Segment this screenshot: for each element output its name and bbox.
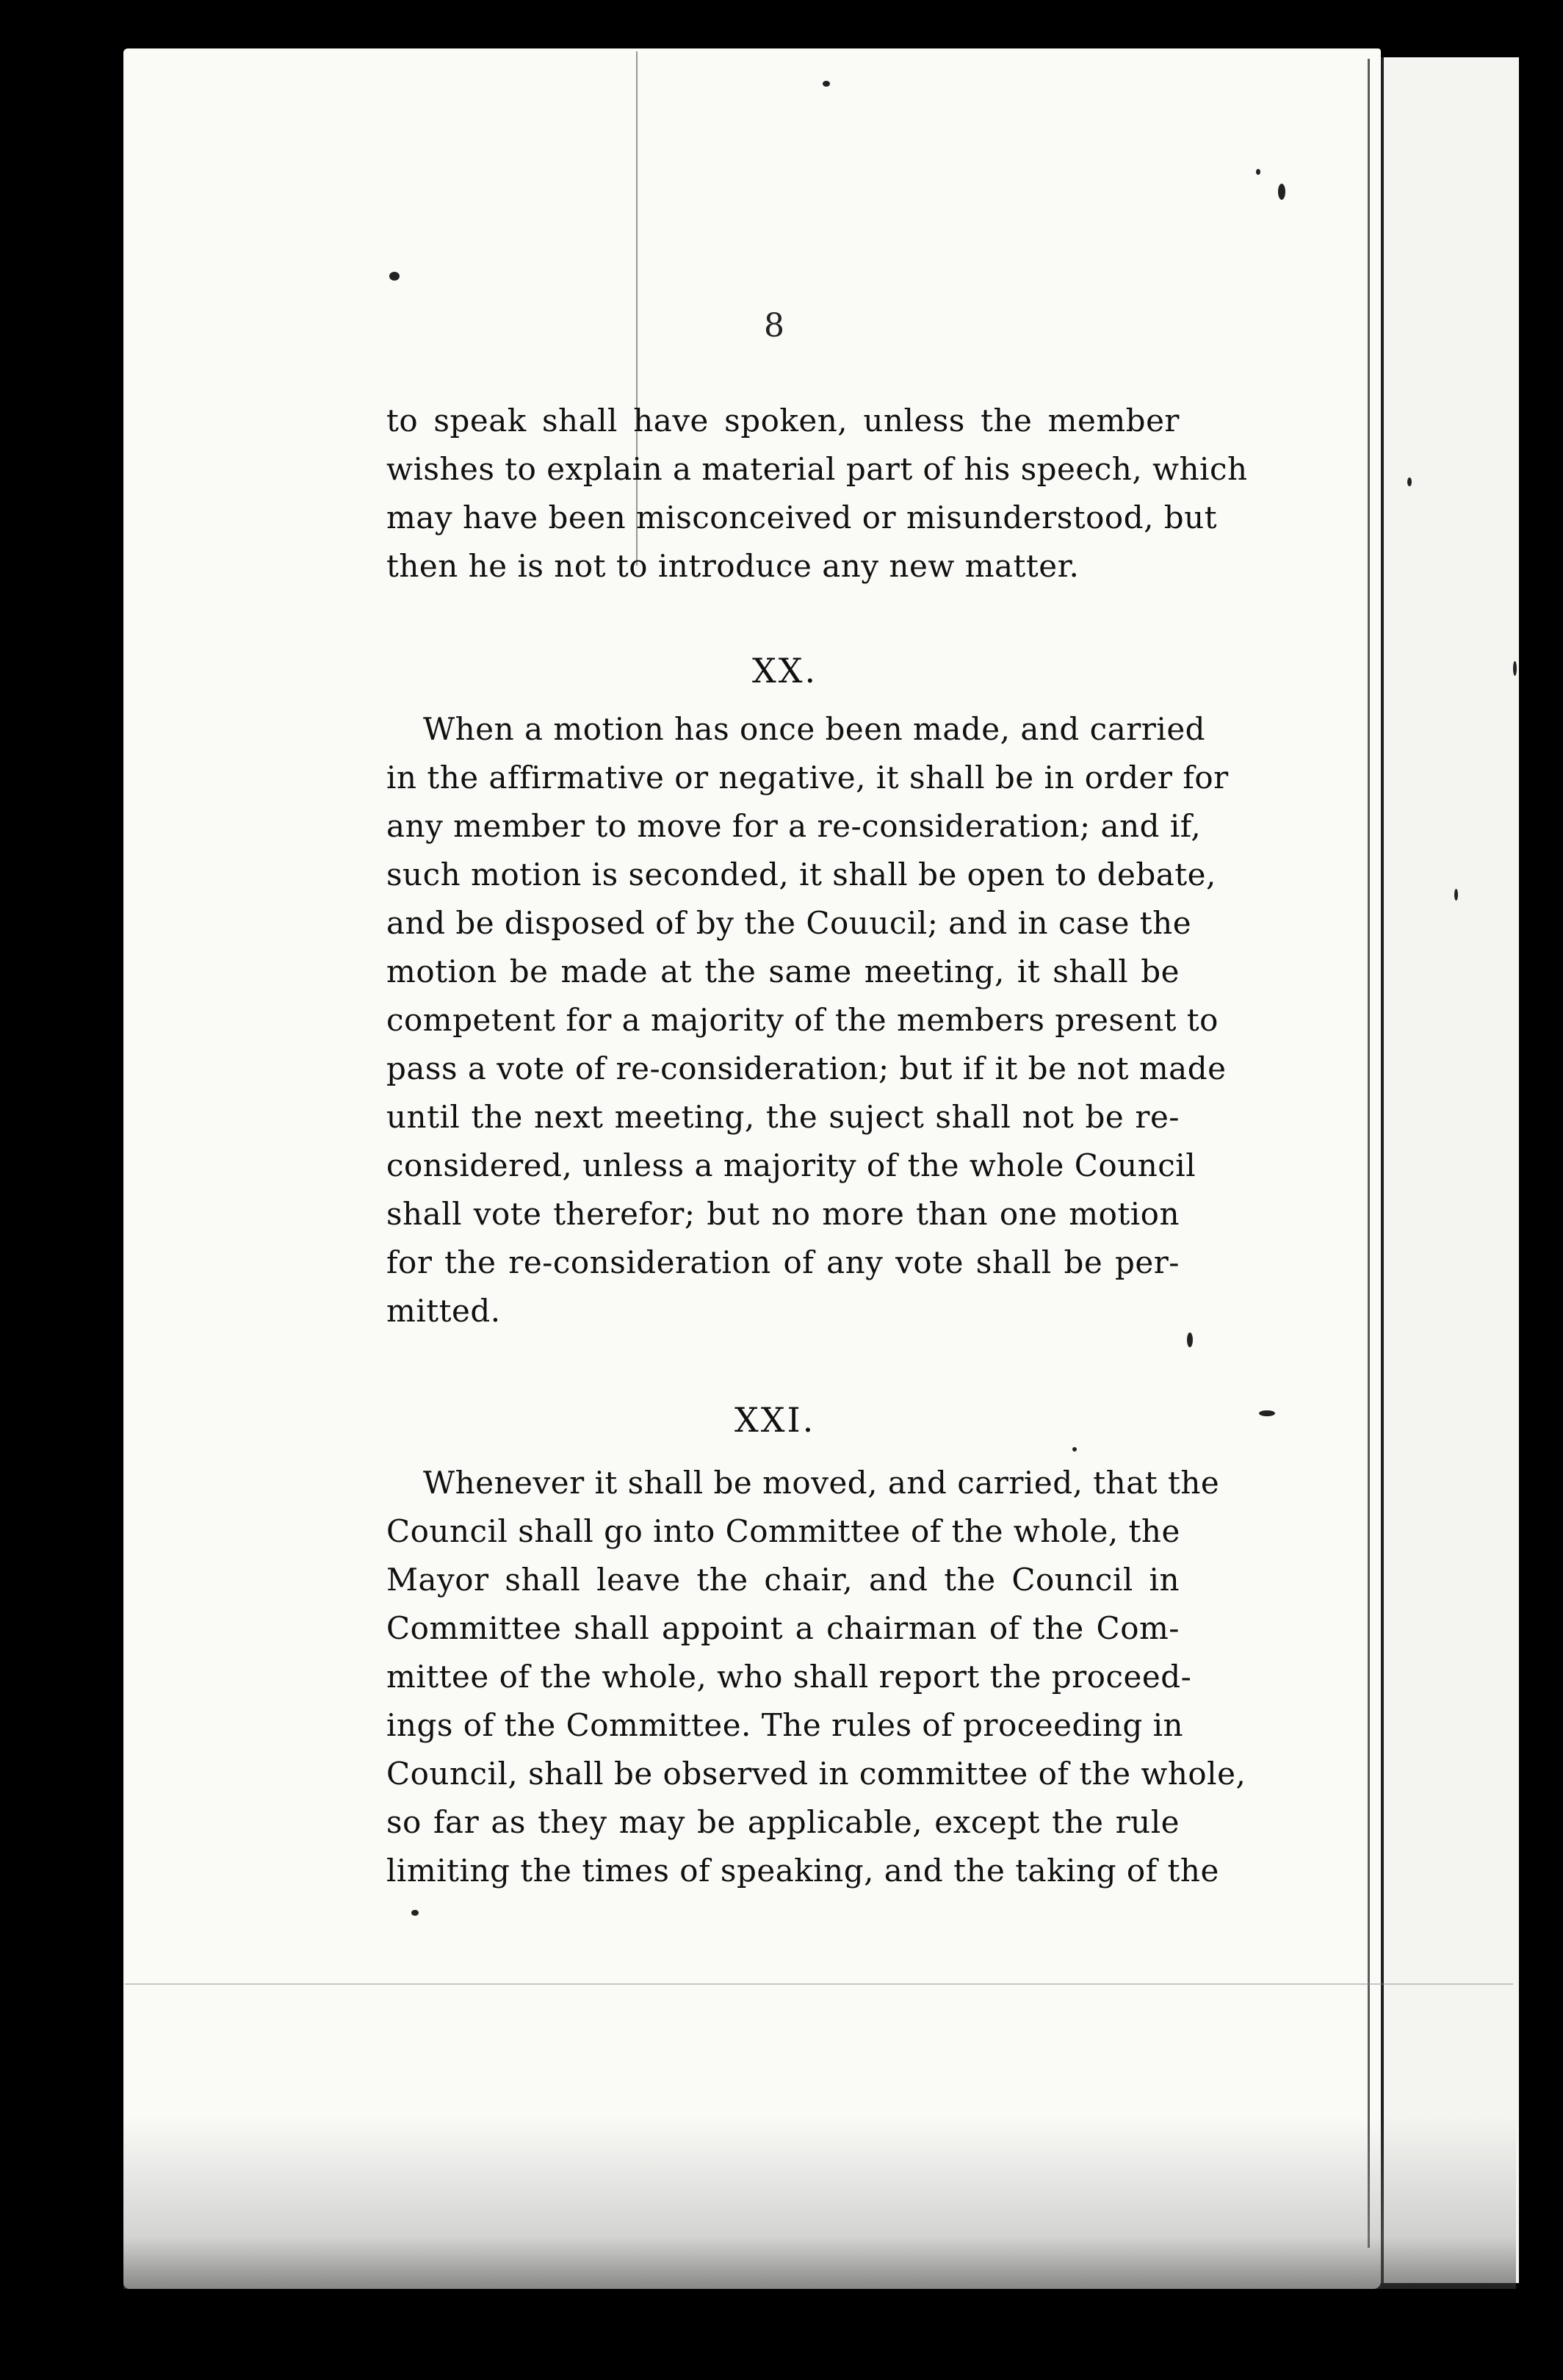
text-line: Council, shall be observed in committee of the whole,	[386, 1756, 1246, 1792]
section-xx-paragraph	[386, 705, 1229, 1335]
ink-speck	[1256, 169, 1260, 175]
text-line: Whenever it shall be moved, and carried, that the	[423, 1465, 1220, 1501]
ink-speck	[1407, 477, 1412, 486]
text-line: for the re-consideration of any vote shall be per-	[386, 1244, 1180, 1280]
adjacent-page-edge	[1381, 57, 1519, 2283]
text-line: Council shall go into Committee of the whole, the	[386, 1513, 1180, 1549]
ink-speck	[823, 81, 830, 87]
text-line: competent for a majority of the members present to	[386, 1002, 1219, 1038]
text-line: until the next meeting, the suject shall not be re-	[386, 1099, 1180, 1135]
paper-crease-horizontal	[125, 1983, 1513, 1985]
text-line: any member to move for a re-consideration; and if,	[386, 808, 1202, 844]
text-line: such motion is seconded, it shall be open to debate,	[386, 857, 1216, 892]
text-line: then he is not to introduce any new matter.	[386, 548, 1080, 584]
ink-speck	[1513, 661, 1517, 676]
ink-speck	[1072, 1447, 1077, 1452]
page-fold-line	[1368, 59, 1370, 2248]
text-line: may have been misconceived or misunderstood, but	[386, 500, 1218, 536]
page-bottom-discoloration	[123, 2116, 1516, 2289]
text-line: mitted.	[386, 1293, 501, 1329]
text-line: limiting the times of speaking, and the taking of the	[386, 1853, 1219, 1889]
page-number: 8	[764, 307, 784, 345]
text-line: to speak shall have spoken, unless the member	[386, 403, 1180, 439]
text-line: motion be made at the same meeting, it shall be	[386, 953, 1180, 989]
text-line: shall vote therefor; but no more than one motion	[386, 1196, 1180, 1232]
continuation-paragraph	[386, 397, 1248, 591]
text-line: so far as they may be applicable, except the rule	[386, 1804, 1180, 1840]
ink-speck	[1187, 1333, 1193, 1347]
text-line: When a motion has once been made, and carried	[423, 711, 1206, 747]
text-line: Mayor shall leave the chair, and the Council in	[386, 1562, 1180, 1598]
ink-speck	[411, 1910, 419, 1916]
section-heading-xxi: XXI.	[734, 1400, 816, 1440]
text-line: and be disposed of by the Couucil; and in case the	[386, 905, 1192, 941]
ink-speck	[1278, 184, 1285, 200]
text-line: pass a vote of re-consideration; but if it be not made	[386, 1050, 1227, 1086]
section-xxi-paragraph	[386, 1459, 1246, 1895]
text-line: in the affirmative or negative, it shall be in order for	[386, 760, 1229, 796]
text-line: mittee of the whole, who shall report the proceed-	[386, 1659, 1192, 1695]
text-line: Committee shall appoint a chairman of the Com-	[386, 1610, 1180, 1646]
section-heading-xx: XX.	[752, 651, 818, 690]
text-line: wishes to explain a material part of his speech, which	[386, 451, 1248, 487]
ink-speck	[1454, 889, 1458, 901]
ink-speck	[1259, 1410, 1275, 1416]
text-line: ings of the Committee. The rules of proceeding in	[386, 1707, 1184, 1743]
ink-speck	[389, 272, 400, 281]
text-line: considered, unless a majority of the whole Council	[386, 1147, 1196, 1183]
